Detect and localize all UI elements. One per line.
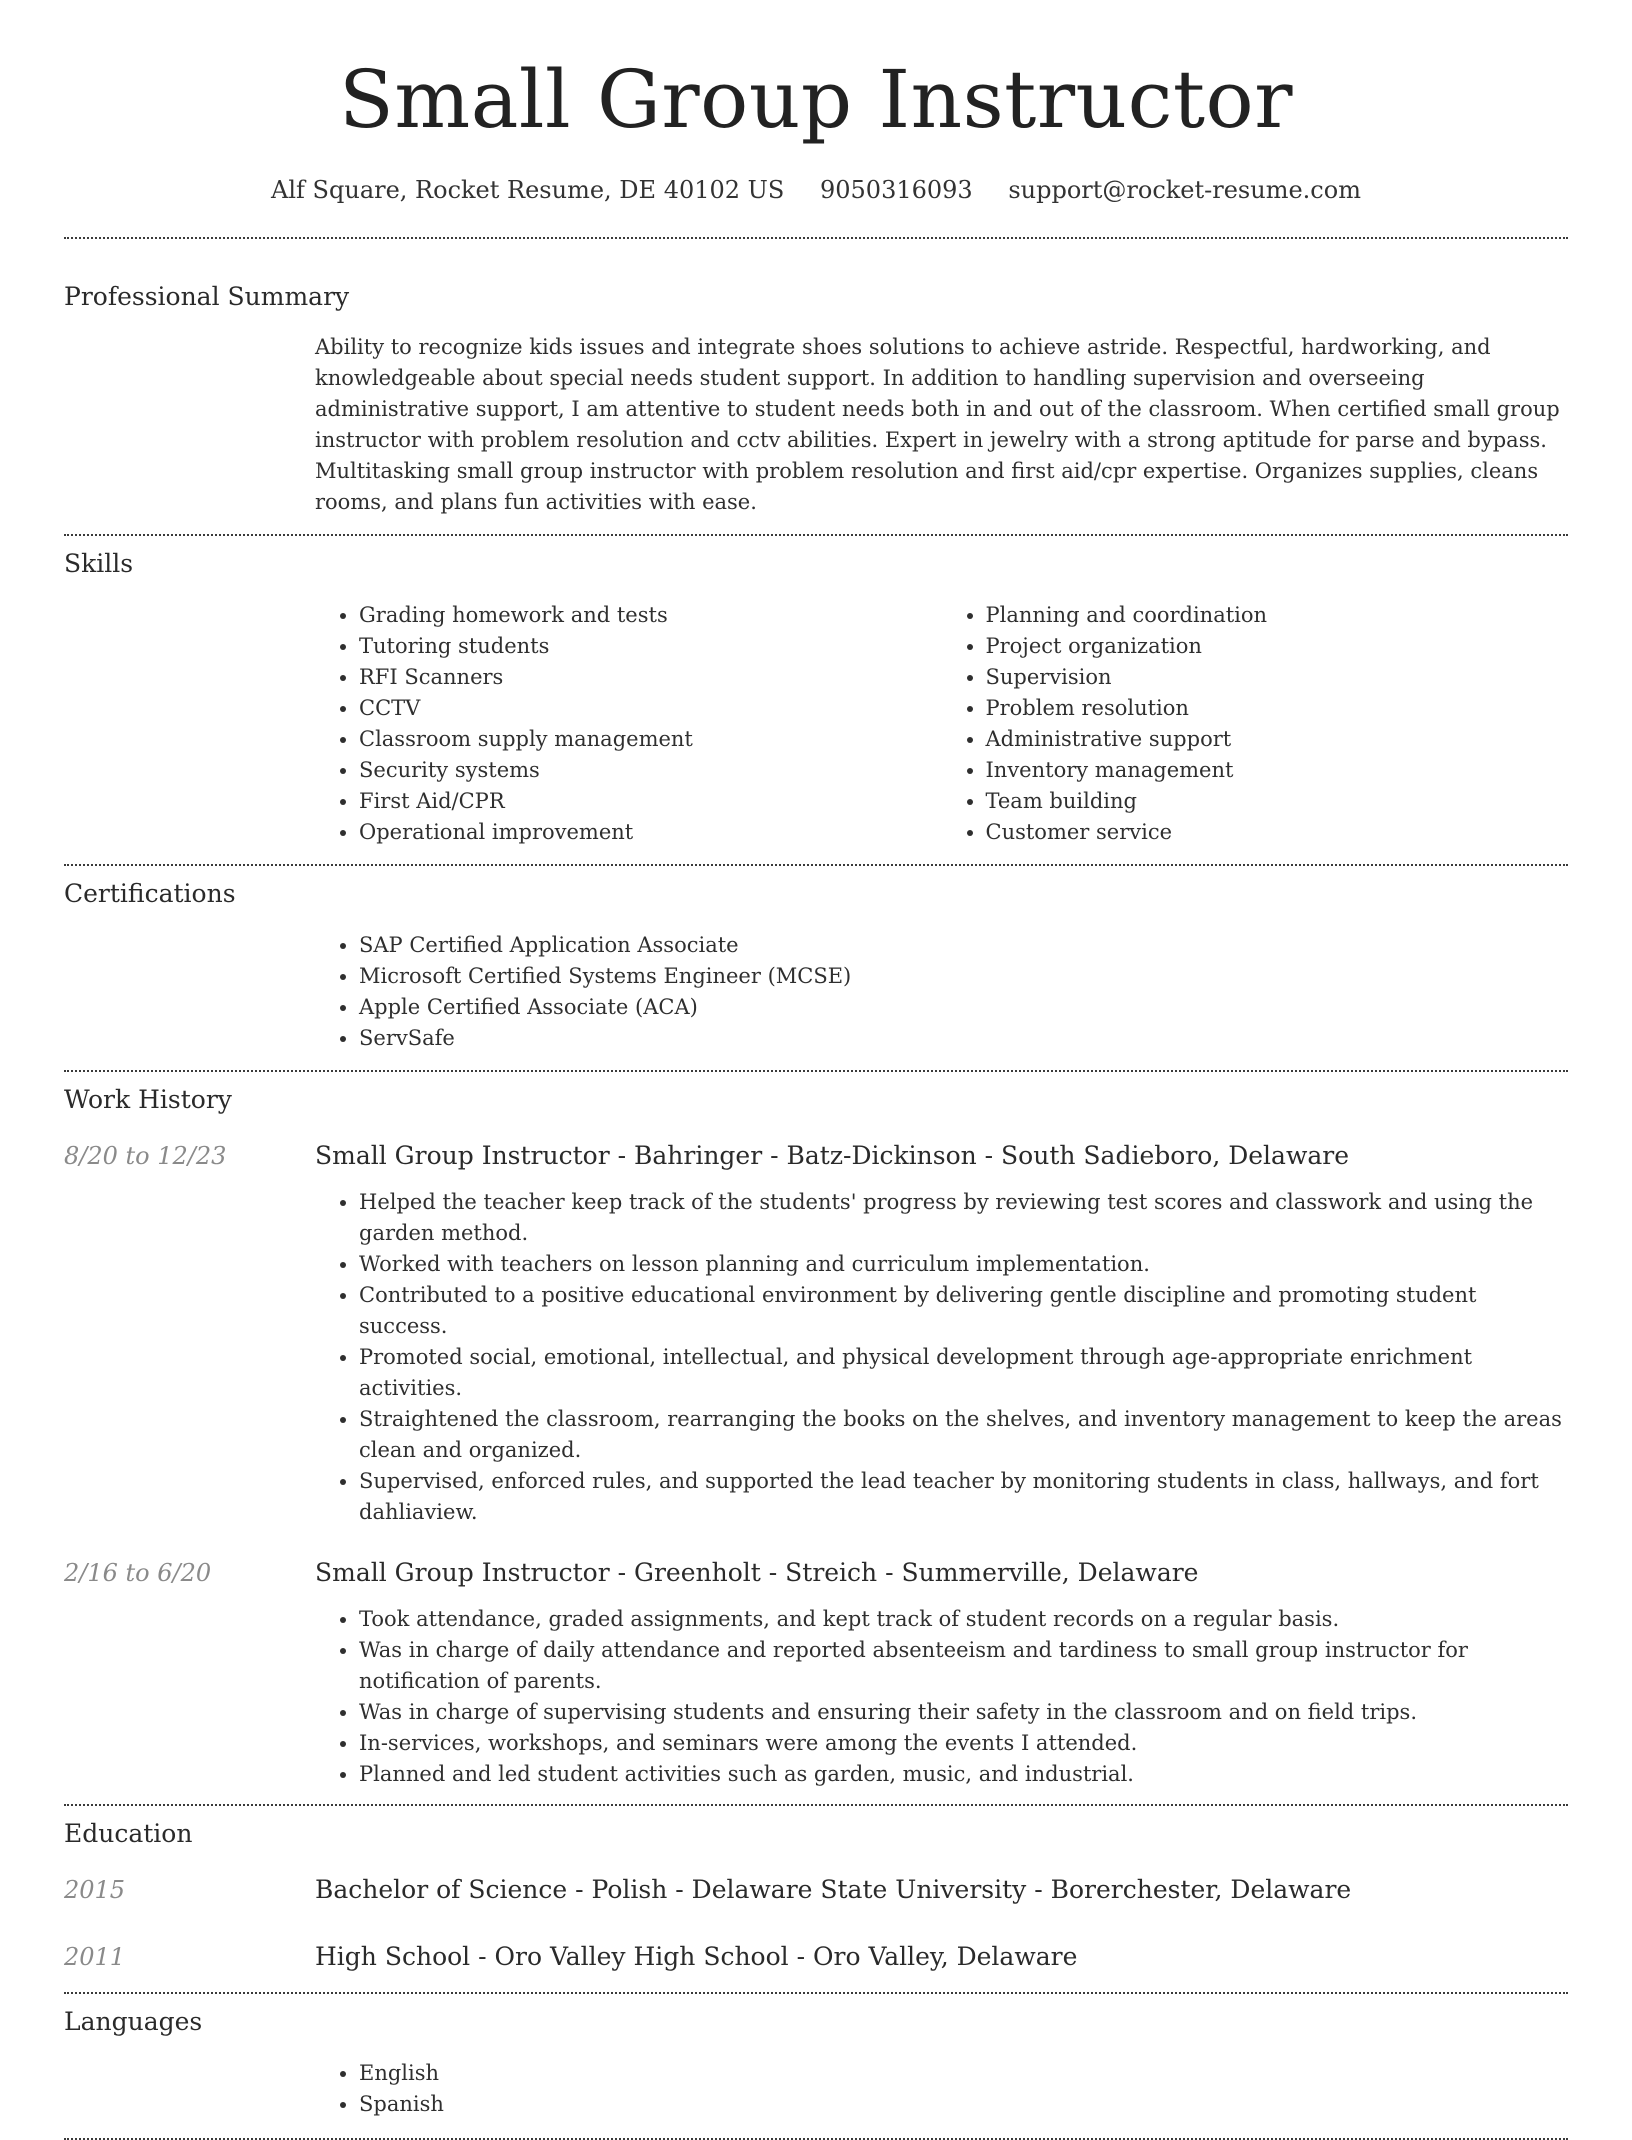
skill-item: • Planning and coordination <box>986 600 1569 631</box>
section-divider <box>64 237 1568 239</box>
job-bullet: • Planned and led student activities such as garden, music, and industrial. <box>359 1759 1568 1790</box>
contact-email: support@rocket-resume.com <box>1008 176 1361 204</box>
language-item: • Spanish <box>359 2089 1568 2120</box>
skill-item: • Supervision <box>986 662 1569 693</box>
education-title: High School - Oro Valley High School - Oro Valley, Delaware <box>315 1942 1078 1971</box>
job-bullet: • Contributed to a positive educational environment by delivering gentle discipline and promoting student success. <box>359 1280 1568 1342</box>
languages-body <box>315 2058 1568 2120</box>
education-entry <box>64 1873 1568 1907</box>
skills-columns <box>315 600 1568 848</box>
contact-line <box>64 174 1568 206</box>
contact-address: Alf Square, Rocket Resume, DE 40102 US <box>271 176 785 204</box>
section-title: Certifications <box>64 879 236 908</box>
certification-item: • Apple Certified Associate (ACA) <box>359 992 1568 1023</box>
job-title: Small Group Instructor - Greenholt - Streich - Summerville, Delaware <box>315 1558 1199 1587</box>
section-title: Languages <box>64 2007 203 2036</box>
job-bullet: • Straightened the classroom, rearranging the books on the shelves, and inventory management to keep the areas clean and organized. <box>359 1404 1568 1466</box>
language-item: • English <box>359 2058 1568 2089</box>
job-bullet: • Worked with teachers on lesson planning and curriculum implementation. <box>359 1249 1568 1280</box>
section-title: Professional Summary <box>64 282 350 311</box>
skill-item: • Inventory management <box>986 755 1569 786</box>
job-bullet: • Was in charge of supervising students and ensuring their safety in the classroom and on field trips. <box>359 1697 1568 1728</box>
skill-item: • Tutoring students <box>359 631 942 662</box>
certifications-section <box>64 877 1568 1054</box>
skills-list-left <box>315 600 942 848</box>
job-bullet: • Took attendance, graded assignments, and kept track of student records on a regular basis. <box>359 1604 1568 1635</box>
section-title: Skills <box>64 549 134 578</box>
candidate-name: Small Group Instructor <box>339 53 1293 146</box>
skill-item: • CCTV <box>359 693 942 724</box>
section-title: Work History <box>64 1085 232 1114</box>
job-bullets <box>315 1187 1568 1528</box>
contact-phone: 9050316093 <box>819 176 973 204</box>
summary-section <box>64 280 1568 518</box>
skill-item: • Project organization <box>986 631 1569 662</box>
job-dates: 8/20 to 12/23 <box>64 1142 227 1170</box>
job-details <box>315 1556 1568 1790</box>
certification-item: • Microsoft Certified Systems Engineer (MCSE) <box>359 961 1568 992</box>
skill-item: • Administrative support <box>986 724 1569 755</box>
education-details <box>315 1873 1568 1907</box>
skill-item: • Team building <box>986 786 1569 817</box>
skill-item: • First Aid/CPR <box>359 786 942 817</box>
work-history-section <box>64 1083 1568 1790</box>
section-divider <box>64 1070 1568 1072</box>
resume-header <box>64 0 1568 206</box>
skills-section <box>64 547 1568 848</box>
education-details <box>315 1940 1568 1974</box>
skill-item: • Operational improvement <box>359 817 942 848</box>
section-divider <box>64 864 1568 866</box>
skills-list-right <box>942 600 1569 848</box>
job-bullet: • Promoted social, emotional, intellectual, and physical development through age-appropriate enrichment activities. <box>359 1342 1568 1404</box>
job-bullet: • Was in charge of daily attendance and reported absenteeism and tardiness to small group instructor for notification of parents. <box>359 1635 1568 1697</box>
section-divider <box>64 534 1568 536</box>
job-entry <box>64 1556 1568 1790</box>
languages-section <box>64 2005 1568 2120</box>
job-entry <box>64 1139 1568 1528</box>
section-divider <box>64 1992 1568 1994</box>
skill-item: • Problem resolution <box>986 693 1569 724</box>
education-year: 2015 <box>64 1876 126 1904</box>
education-title: Bachelor of Science - Polish - Delaware State University - Borerchester, Delaware <box>315 1875 1352 1904</box>
job-details <box>315 1139 1568 1528</box>
job-bullet: • In-services, workshops, and seminars were among the events I attended. <box>359 1728 1568 1759</box>
job-bullet: • Supervised, enforced rules, and supported the lead teacher by monitoring students in class, hallways, and fort dahliaview. <box>359 1466 1568 1528</box>
skill-item: • RFI Scanners <box>359 662 942 693</box>
education-year: 2011 <box>64 1943 126 1971</box>
skill-item: • Grading homework and tests <box>359 600 942 631</box>
job-bullets <box>315 1604 1568 1790</box>
certifications-body <box>315 930 1568 1054</box>
job-title: Small Group Instructor - Bahringer - Batz-Dickinson - South Sadieboro, Delaware <box>315 1141 1349 1170</box>
section-title: Education <box>64 1819 193 1848</box>
education-entry <box>64 1940 1568 1974</box>
certification-item: • SAP Certified Application Associate <box>359 930 1568 961</box>
education-section <box>64 1817 1568 1974</box>
skill-item: • Classroom supply management <box>359 724 942 755</box>
certifications-list <box>315 930 1568 1054</box>
summary-text: Ability to recognize kids issues and integrate shoes solutions to achieve astride. Respectful, hardworking, and knowledgeable about special needs student support. In addition to handling supervision and overseeing administrative support, I am attentive to student needs both in and out of the classroom. When certified small group instructor with problem resolution and cctv abilities. Expert in jewelry with a strong aptitude for parse and bypass. Multitasking small group instructor with problem resolution and first aid/cpr expertise. Organizes supplies, cleans rooms, and plans fun activities with ease. <box>315 335 1560 514</box>
skill-item: • Security systems <box>359 755 942 786</box>
certification-item: • ServSafe <box>359 1023 1568 1054</box>
section-divider <box>64 1804 1568 1806</box>
job-dates: 2/16 to 6/20 <box>64 1559 212 1587</box>
languages-list <box>315 2058 1568 2120</box>
skill-item: • Customer service <box>986 817 1569 848</box>
job-bullet: • Helped the teacher keep track of the students' progress by reviewing test scores and classwork and using the garden method. <box>359 1187 1568 1249</box>
